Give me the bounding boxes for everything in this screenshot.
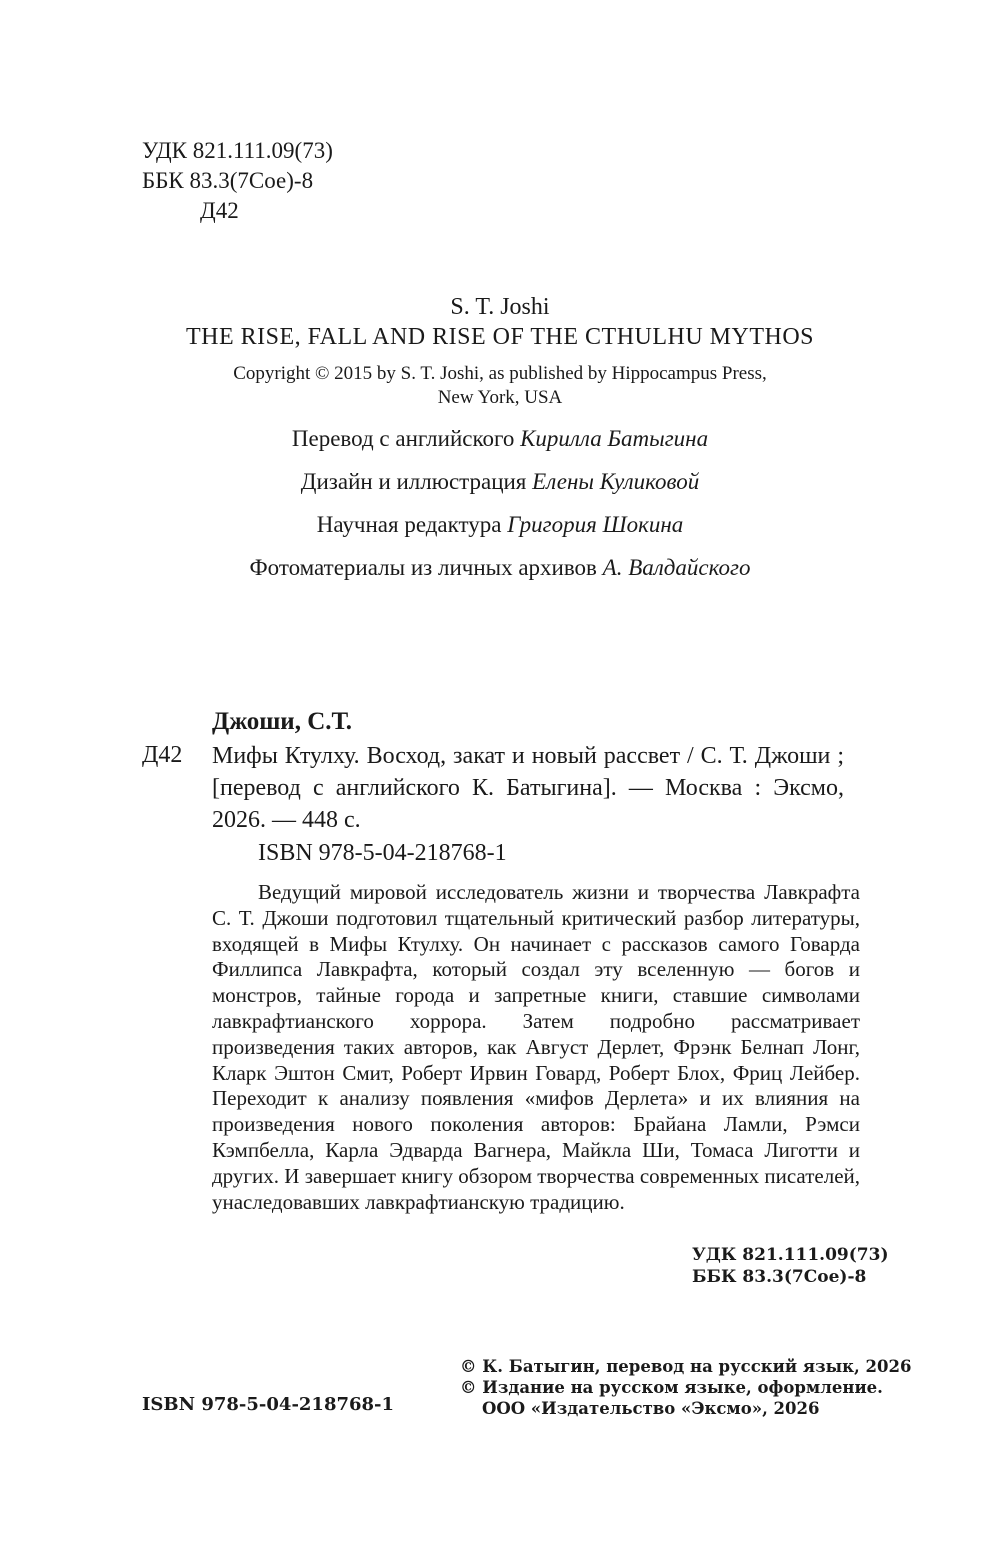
bibliographic-description: Мифы Ктулху. Восход, закат и новый рассвет / С. Т. Джоши ; [перевод с английского К. Батыгина]. — Москва : Эксмо, 2026. — 448 с.	[212, 743, 844, 833]
credit-design-label: Дизайн и иллюстрация	[300, 469, 527, 494]
bottom-classification	[692, 1244, 889, 1288]
classification-block	[142, 136, 333, 226]
copyright-edition: © Издание на русском языке, оформление.	[460, 1378, 883, 1397]
copyright-notices	[460, 1356, 911, 1419]
credit-photo-name: А. Валдайского	[602, 555, 751, 580]
bibliographic-isbn: ISBN 978-5-04-218768-1	[258, 840, 507, 866]
bbk-code: ББК 83.3(7Сое)-8	[142, 168, 314, 193]
credit-design-name: Елены Куликовой	[532, 469, 700, 494]
credits-block	[0, 424, 1000, 596]
copyright-publisher: ООО «Издательство «Эксмо», 2026	[482, 1399, 820, 1418]
original-edition-block	[0, 292, 1000, 410]
credit-translation	[0, 424, 1000, 467]
credit-editor-label: Научная редактура	[316, 512, 502, 537]
credit-translation-name: Кирилла Батыгина	[520, 426, 709, 451]
udk-code: УДК 821.111.09(73)	[142, 138, 333, 163]
credit-design	[0, 467, 1000, 510]
bibliographic-code: Д42	[142, 742, 183, 768]
author-code: Д42	[200, 198, 239, 223]
bottom-udk: УДК 821.111.09(73)	[692, 1245, 889, 1265]
copyright-translation: © К. Батыгин, перевод на русский язык, 2026	[460, 1357, 912, 1376]
credit-editor-name: Григория Шокина	[507, 512, 684, 537]
bibliographic-author: Джоши, С.Т.	[212, 708, 352, 735]
annotation-text: Ведущий мировой исследователь жизни и творчества Лавкрафта С. Т. Джоши подготовил тщательный критический разбор литературы, входящей в Мифы Ктулху. Он начинает с рассказов самого Говарда Филлипса Лавкрафта, который создал эту вселенную — богов и монстров, тайные города и запретные книги, ставшие символами лавкрафтианского хоррора. Затем подробно рассматривает произведения таких авторов, как Август Дерлет, Фрэнк Белнап Лонг, Кларк Эштон Смит, Роберт Ирвин Говард, Роберт Блох, Фриц Лейбер. Переходит к анализу появления «мифов Дерлета» и их влияния на произведения нового поколения авторов: Брайана Ламли, Рэмси Кэмпбелла, Карла Эдварда Вагнера, Майкла Ши, Томаса Лиготти и других. И завершает книгу обзором творчества современных писателей, унаследовавших лавкрафтианскую традицию.	[212, 880, 860, 1214]
credit-photo	[0, 553, 1000, 596]
original-title: THE RISE, FALL AND RISE OF THE CTHULHU MYTHOS	[185, 324, 815, 350]
original-copyright-line-1: Copyright © 2015 by S. T. Joshi, as published by Hippocampus Press,	[233, 363, 767, 384]
original-author: S. T. Joshi	[450, 294, 550, 320]
credit-editor	[0, 510, 1000, 553]
credit-photo-label: Фотоматериалы из личных архивов	[249, 555, 597, 580]
bottom-bbk: ББК 83.3(7Сое)-8	[692, 1267, 867, 1287]
credit-translation-label: Перевод с английского	[291, 426, 515, 451]
bottom-isbn: ISBN 978-5-04-218768-1	[142, 1394, 395, 1415]
original-copyright-line-2: New York, USA	[437, 387, 563, 408]
